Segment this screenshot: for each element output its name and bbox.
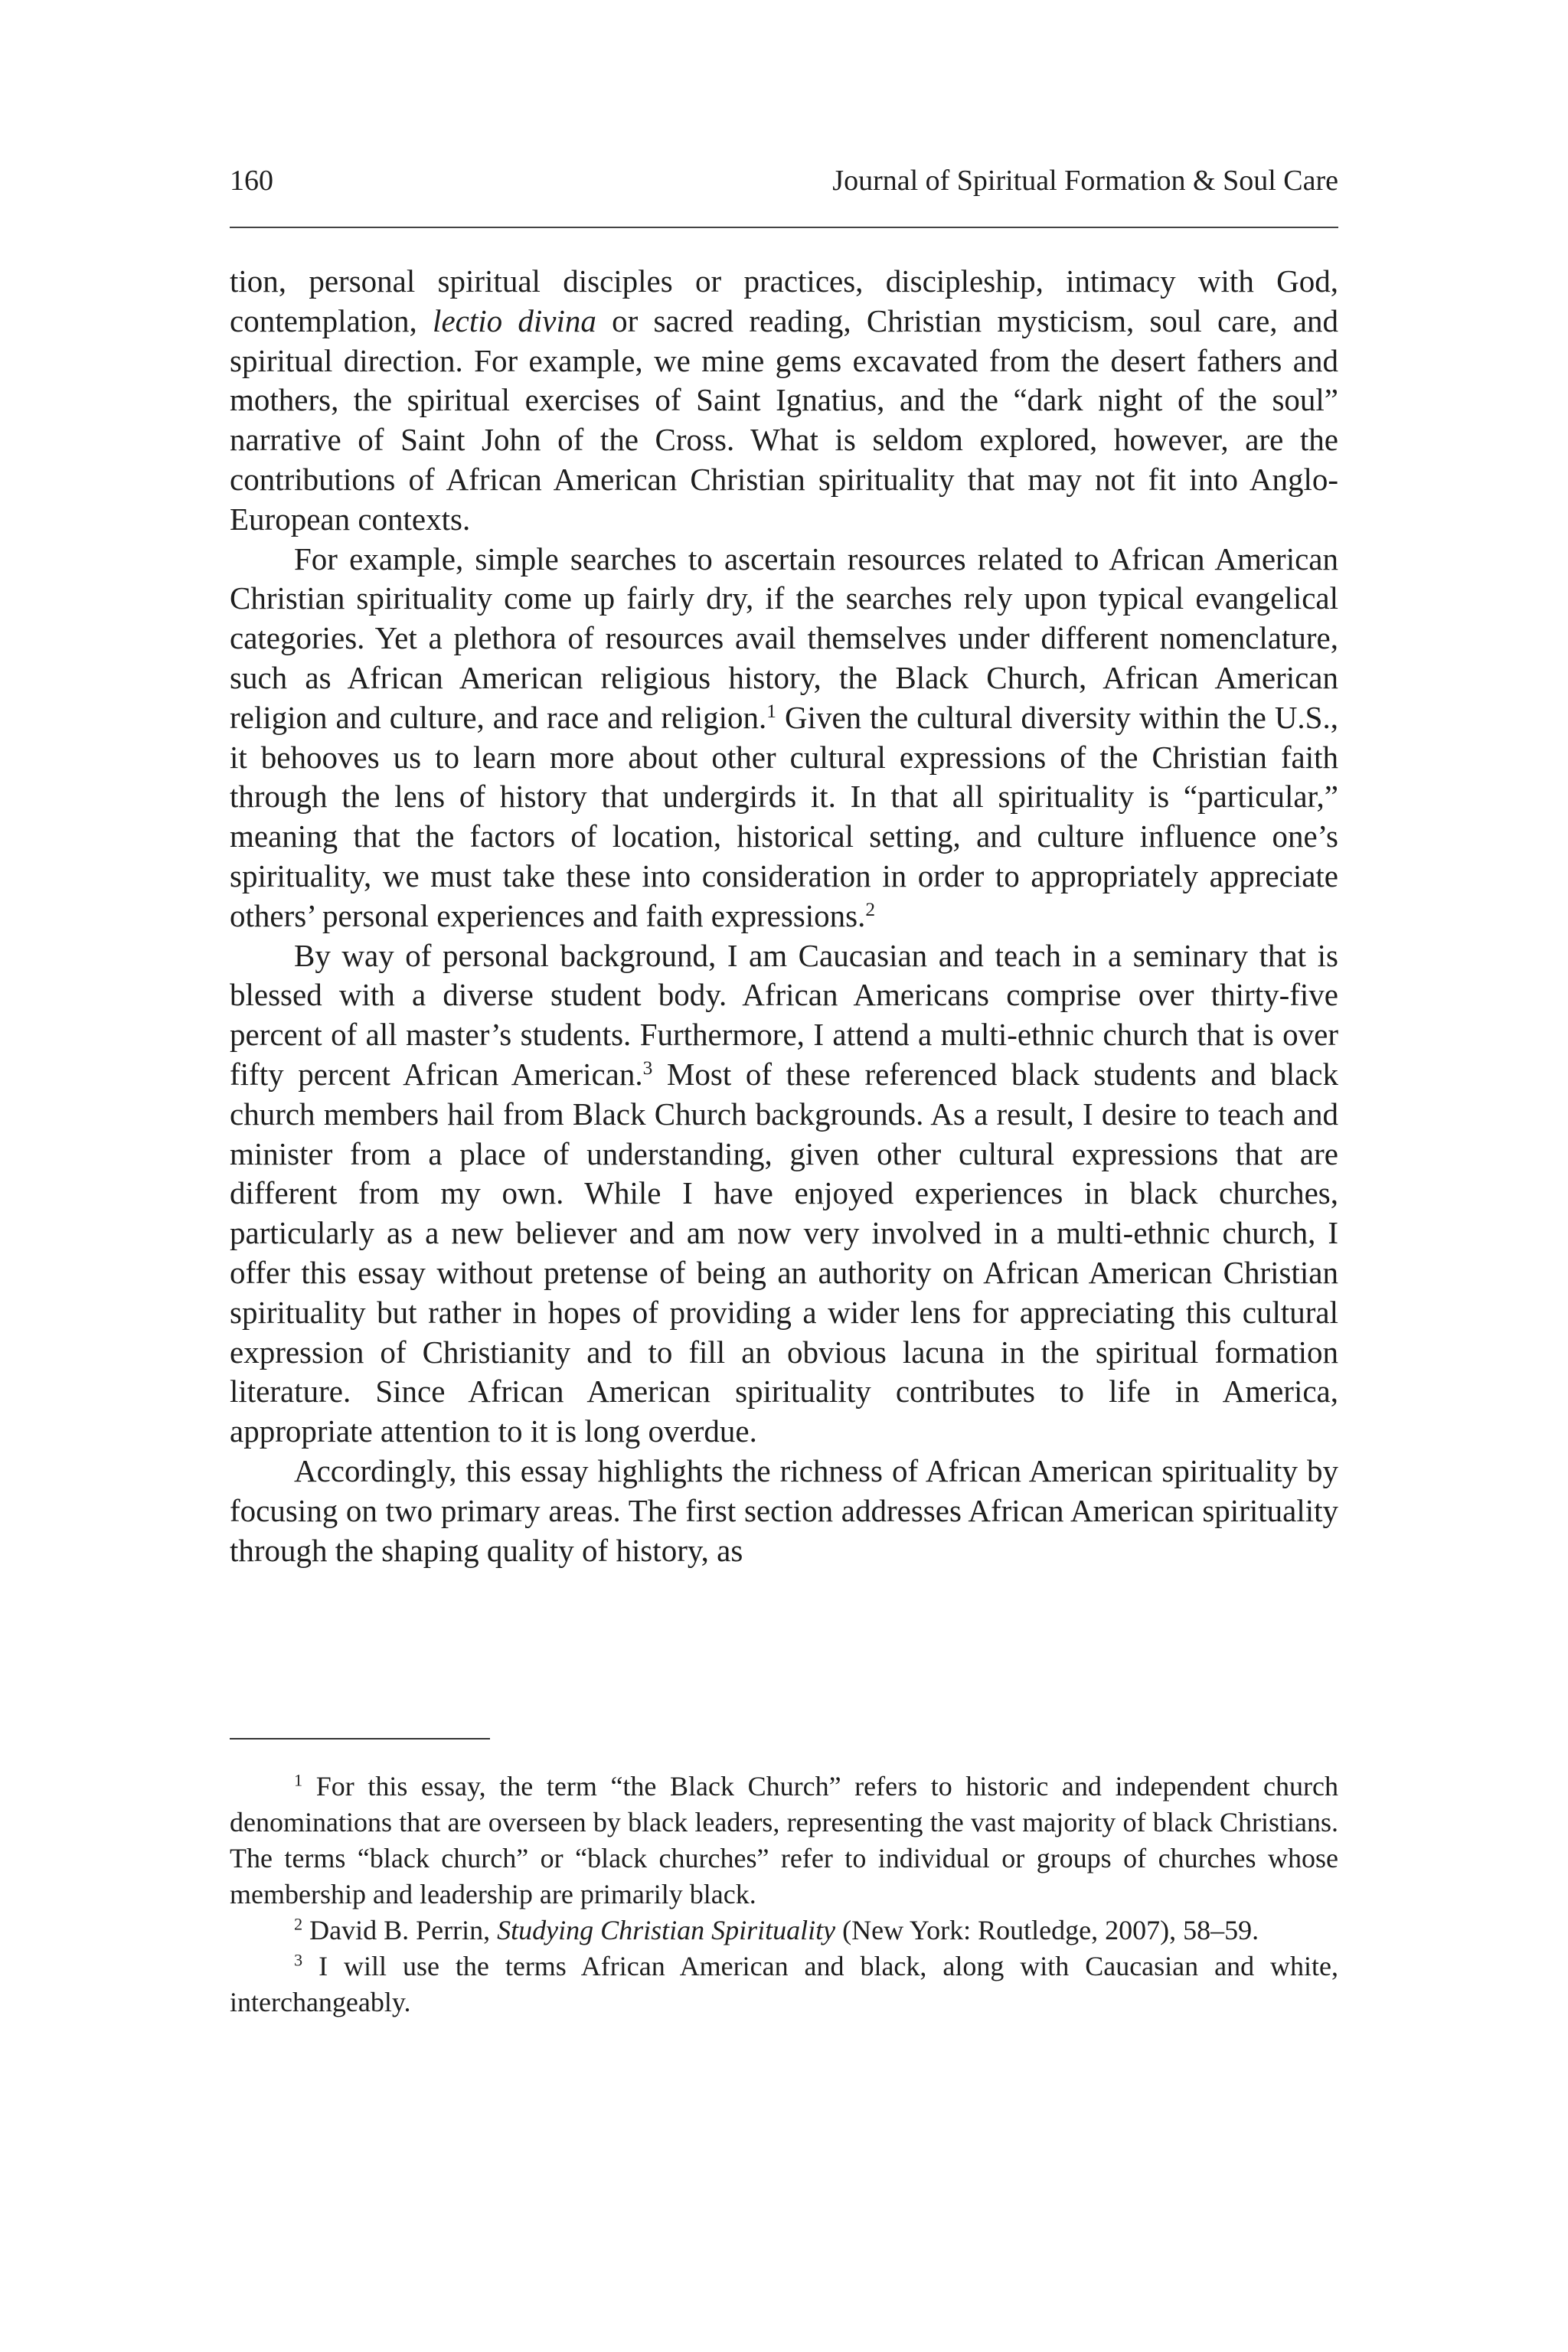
footnote-marker: 3 — [294, 1950, 303, 1970]
italic-phrase: Studying Christian Spirituality — [497, 1915, 836, 1945]
journal-title: Journal of Spiritual Formation & Soul Care — [832, 165, 1338, 197]
footnote-reference: 3 — [642, 1057, 653, 1079]
footnote: $^3$ I will use the terms African American and black, along with Caucasian and white, interchangeably. — [230, 1950, 1338, 2017]
italic-phrase: lectio divina — [433, 302, 596, 338]
footnotes — [230, 1769, 1338, 2020]
footnote-reference: 1 — [766, 700, 776, 722]
paragraph: Accordingly, this essay highlights the richness of African American spirituality by focusing on two primary areas. The first section addresses African American spirituality through the shaping quality of history, as — [230, 1452, 1338, 1568]
footnote-marker: 2 — [294, 1914, 303, 1934]
running-head — [230, 164, 1338, 198]
page-number: 160 — [230, 165, 273, 197]
header-rule — [230, 227, 1338, 228]
paragraph: By way of personal background, I am Caucasian and teach in a seminary that is blessed with a diverse student body. African Americans comprise over thirty-five percent of all master’s students. Furthermore, I attend a multi-ethnic church that is over fifty percent African American.$^3$ Most of these referenced black students and black church members hail from Black Church backgrounds. As a result, I desire to teach and minister from a place of understanding, given other cultural expressions that are different from my own. While I have enjoyed experiences in black churches, particularly as a new believer and am now very involved in a multi-ethnic church, I offer this essay without pretense of being an authority on African American Christian spirituality but rather in hopes of providing a wider lens for appreciating this cultural expression of Christianity and to fill an obvious lacuna in the spiritual formation literature. Since African American spirituality contributes to life in America, appropriate attention to it is long overdue. — [230, 937, 1339, 1449]
footnote: $^1$ For this essay, the term “the Black Church” refers to historic and independent church denominations that are overseen by black leaders, representing the vast majority of black Christians. The terms “black church” or “black churches” refer to individual or groups of churches whose membership and leadership are primarily black. — [230, 1770, 1338, 1909]
footnote-marker: 1 — [294, 1770, 303, 1790]
paragraph: For example, simple searches to ascertain resources related to African American Christian spirituality come up fairly dry, if the searches rely upon typical evangelical categories. Yet a plethora of resources avail themselves under different nomenclature, such as African American religious history, the Black Church, African American religion and culture, and race and religion.$^1$ Given the cultural diversity within the U.S., it behooves us to learn more about other cultural expressions of the Christian faith through the lens of history that undergirds it. In that all spirituality is “particular,” meaning that the factors of location, historical setting, and culture influence one’s spirituality, we must take these into consideration in order to appropriately appreciate others’ personal experiences and faith expressions.$^2$ — [230, 541, 1338, 933]
footnote-rule — [230, 1738, 490, 1740]
footnote-reference: 2 — [865, 898, 876, 920]
paragraph: tion, personal spiritual disciples or practices, discipleship, intimacy with God, contemplation, lectio divina or sacred reading, Christian mysticism, soul care, and spiritual direction. For example, we mine gems excavated from the desert fathers and mothers, the spiritual exercises of Saint Ignatius, and the “dark night of the soul” narrative of Saint John of the Cross. What is seldom explored, however, are the contributions of African American Christian spirituality that may not fit into Anglo-European contexts. — [230, 263, 1338, 537]
footnote: $^2$ David B. Perrin, Studying Christian Spirituality (New York: Routledge, 2007), 58–59. — [294, 1914, 1259, 1945]
body-text — [230, 262, 1338, 1570]
